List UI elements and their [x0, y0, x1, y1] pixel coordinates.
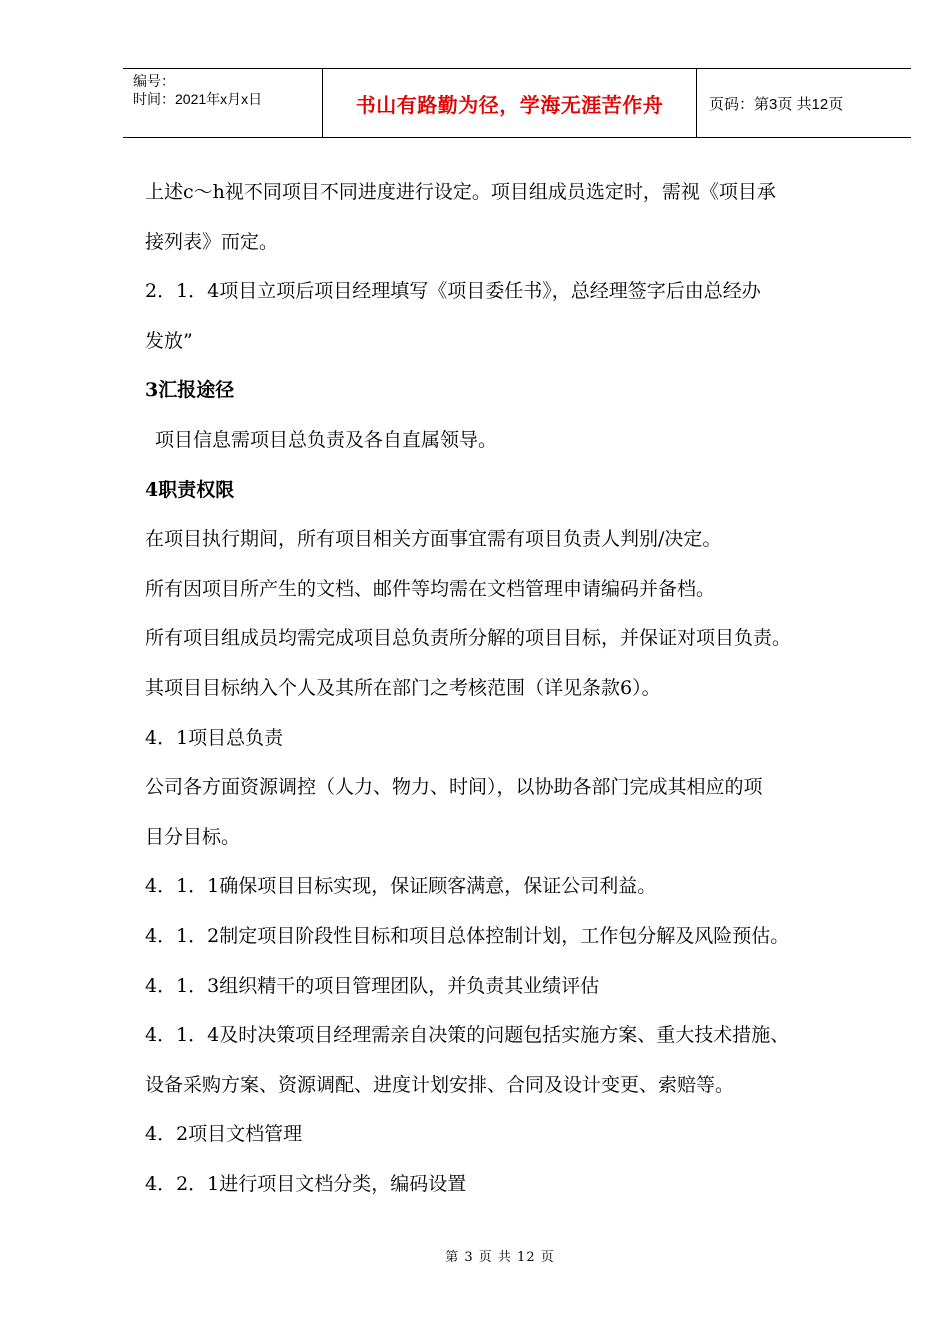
header-motto: 书山有路勤为径，学海无涯苦作舟: [323, 69, 697, 137]
section-heading-3: 3汇报途径: [145, 379, 235, 402]
subsection-heading-4-1: 4．1项目总负责: [145, 726, 284, 749]
paragraph-line: 在项目执行期间，所有项目相关方面事宜需有项目负责人判别/决定。: [145, 528, 722, 551]
paragraph-line: 目分目标。: [145, 825, 241, 848]
paragraph-line: 接列表》而定。: [145, 230, 279, 253]
page-footer: 第 3 页 共 12 页: [445, 1250, 555, 1265]
doc-number-label: 编号：: [133, 73, 175, 89]
clause-4-2-1: 4．2．1进行项目文档分类，编码设置: [145, 1172, 467, 1195]
header-page-number: 页码：第3页 共12页: [709, 95, 844, 113]
paragraph-line: 发放”: [145, 329, 193, 352]
subsection-heading-4-2: 4．2项目文档管理: [145, 1123, 303, 1146]
clause-4-1-2: 4．1．2制定项目阶段性目标和项目总体控制计划，工作包分解及风险预估。: [145, 924, 790, 947]
paragraph-line: 公司各方面资源调控（人力、物力、时间），以协助各部门完成其相应的项: [145, 776, 763, 799]
doc-time-label: 时间：2021年x月x日: [133, 91, 263, 107]
section-heading-4: 4职责权限: [145, 478, 235, 501]
paragraph-line: 所有因项目所产生的文档、邮件等均需在文档管理申请编码并备档。: [145, 577, 716, 600]
paragraph-line: 所有项目组成员均需完成项目总负责所分解的项目目标，并保证对项目负责。: [145, 627, 792, 650]
document-body: [145, 168, 915, 1209]
paragraph-line: 设备采购方案、资源调配、进度计划安排、合同及设计变更、索赔等。: [145, 1073, 735, 1096]
clause-2-1-4: 2．1．4项目立项后项目经理填写《项目委任书》，总经理签字后由总经办: [145, 280, 761, 303]
header-meta: [123, 69, 323, 137]
page-header: [123, 68, 911, 138]
clause-4-1-3: 4．1．3组织精干的项目管理团队，并负责其业绩评估: [145, 974, 600, 997]
paragraph-line: 上述c～h视不同项目不同进度进行设定。项目组成员选定时，需视《项目承: [145, 181, 776, 203]
paragraph-line: 其项目目标纳入个人及其所在部门之考核范围（详见条款6）。: [145, 676, 661, 699]
clause-4-1-1: 4．1．1确保项目目标实现，保证顾客满意，保证公司利益。: [145, 875, 657, 898]
paragraph-line: 项目信息需项目总负责及各自直属领导。: [155, 428, 498, 451]
clause-4-1-4: 4．1．4及时决策项目经理需亲自决策的问题包括实施方案、重大技术措施、: [145, 1024, 790, 1047]
